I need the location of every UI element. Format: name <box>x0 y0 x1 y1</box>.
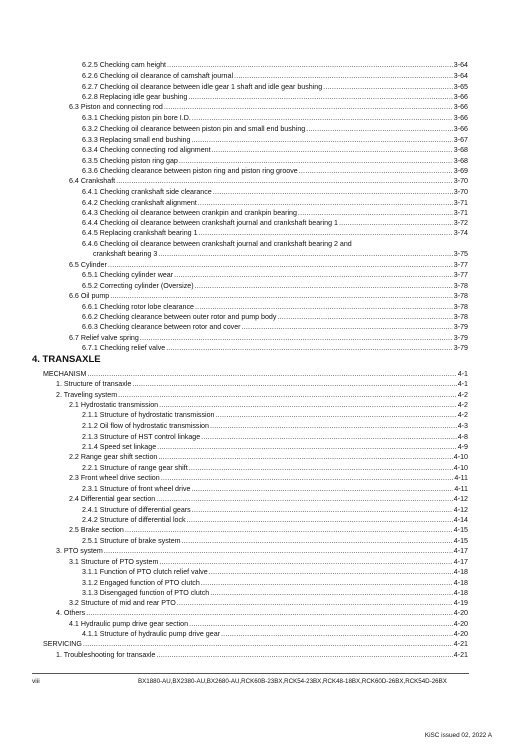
toc-entry[interactable] <box>69 176 468 186</box>
toc-entry-page: 4-15 <box>453 537 468 545</box>
footer-model-list: BX1880-AU,BX2380-AU,BX2680-AU,RCK60B-23BX,RCK54-23BX,RCK48-18BX,RCK60D-26BX,RCK54D-26BX <box>138 678 447 685</box>
toc-entry-page: 4-2 <box>457 411 468 419</box>
toc-entry-page: 4-18 <box>453 589 468 597</box>
toc-entry-title: 3.1 Structure of PTO system <box>69 558 159 566</box>
toc-entry-page: 3-71 <box>453 199 468 207</box>
toc-entry-page: 3-66 <box>453 103 468 111</box>
toc-entry-title: 6.3.4 Checking connecting rod alignment <box>82 146 211 154</box>
toc-entry-title: 6.2.7 Checking oil clearance between idle gear 1 shaft and idle gear bushing <box>82 83 323 91</box>
toc-entry-page: 3-66 <box>453 93 468 101</box>
toc-entry-page: 4-8 <box>457 433 468 441</box>
toc-entry[interactable] <box>82 71 468 81</box>
toc-entry-title: 6.5 Cylinder <box>69 261 107 269</box>
toc-entry-title: 2.2.1 Structure of range gear shift <box>82 464 188 472</box>
toc-entry-page: 4-20 <box>453 620 468 628</box>
toc-entry-title: 6.3.1 Checking piston pin bore I.D. <box>82 114 191 122</box>
toc-entry-title: 6.6.3 Checking clearance between rotor and cover <box>82 323 241 331</box>
toc-entry[interactable] <box>82 187 468 197</box>
toc-entry-page: 4-19 <box>453 599 468 607</box>
toc-entry[interactable] <box>82 432 468 442</box>
toc-entry[interactable] <box>69 473 468 483</box>
toc-entry[interactable] <box>82 484 468 494</box>
toc-entry-page: 4-21 <box>453 640 468 648</box>
toc-entry-page: 4-1 <box>457 380 468 388</box>
toc-entry-title: 6.6.1 Checking rotor lobe clearance <box>82 303 194 311</box>
toc-entry-page: 3-68 <box>453 157 468 165</box>
toc-entry[interactable] <box>82 124 468 134</box>
issue-label: KiSC issued 02, 2022 A <box>424 732 492 739</box>
toc-entry-page: 3-70 <box>453 177 468 185</box>
toc-entry[interactable] <box>82 421 468 431</box>
toc-entry[interactable] <box>69 291 468 301</box>
toc-entry[interactable] <box>56 650 468 660</box>
toc-entry-page: 3-78 <box>453 303 468 311</box>
toc-entry-title: 2.5 Brake section <box>69 526 124 534</box>
toc-entry[interactable] <box>43 639 468 649</box>
toc-entry-page: 4-20 <box>453 630 468 638</box>
toc-entry-page: 3-78 <box>453 282 468 290</box>
toc-entry-title: MECHANISM <box>43 370 87 378</box>
toc-entry-page: 3-65 <box>453 83 468 91</box>
toc-entry-title: 1. Troubleshooting for transaxle <box>56 651 156 659</box>
toc-entry[interactable] <box>82 218 468 228</box>
toc-entry-title: 6.4.3 Checking oil clearance between crankpin and crankpin bearing <box>82 209 297 217</box>
toc-entry[interactable] <box>69 557 468 567</box>
toc-entry-title: SERVICING <box>43 640 82 648</box>
toc-entry-title: 3.2 Structure of mid and rear PTO <box>69 599 176 607</box>
toc-entry-title: 6.4.1 Checking crankshaft side clearance <box>82 188 212 196</box>
toc-entry-title: crankshaft bearing 3 <box>93 250 158 258</box>
toc-entry-page: 4-18 <box>453 579 468 587</box>
footer-rule <box>32 673 469 674</box>
toc-entry-title: 6.5.2 Correcting cylinder (Oversize) <box>82 282 194 290</box>
toc-entry-title: 6.4.5 Replacing crankshaft bearing 1 <box>82 229 198 237</box>
toc-entry-title: 2.4 Differential gear section <box>69 495 156 503</box>
toc-entry[interactable] <box>82 312 468 322</box>
toc-entry[interactable] <box>56 379 468 389</box>
toc-entry-page: 3-72 <box>453 219 468 227</box>
toc-entry-page: 3-79 <box>453 344 468 352</box>
toc-entry[interactable] <box>82 629 468 639</box>
toc-entry[interactable] <box>69 525 468 535</box>
toc-entry[interactable] <box>69 494 468 504</box>
toc-entry-page: 4-12 <box>453 506 468 514</box>
toc-entry-page: 3-71 <box>453 209 468 217</box>
toc-entry[interactable] <box>82 281 468 291</box>
toc-entry-title: 6.4.2 Checking crankshaft alignment <box>82 199 197 207</box>
toc-entry-page: 3-78 <box>453 313 468 321</box>
toc-entry-title: 2.5.1 Structure of brake system <box>82 537 181 545</box>
toc-entry[interactable] <box>82 343 468 353</box>
toc-entry[interactable] <box>82 156 468 166</box>
footer-page-number: viii <box>32 678 40 685</box>
toc-entry[interactable] <box>82 228 468 238</box>
toc-entry-page: 3-77 <box>453 261 468 269</box>
toc-entry-page: 4-21 <box>453 651 468 659</box>
toc-entry[interactable] <box>82 198 468 208</box>
toc-entry-title: 6.7.1 Checking relief valve <box>82 344 166 352</box>
toc-entry-page: 4-1 <box>457 370 468 378</box>
toc-entry-page: 3-75 <box>453 250 468 258</box>
toc-entry[interactable] <box>69 260 468 270</box>
toc-entry-page: 4-9 <box>457 443 468 451</box>
toc-entry-page: 4-3 <box>457 422 468 430</box>
toc-entry-page: 4-15 <box>453 526 468 534</box>
toc-entry-title: 2.2 Range gear shift section <box>69 453 158 461</box>
toc-entry-title: 6.4 Crankshaft <box>69 177 116 185</box>
toc-entry-page: 3-70 <box>453 188 468 196</box>
toc-entry[interactable] <box>82 145 468 155</box>
toc-entry[interactable] <box>82 322 468 332</box>
toc-entry-page: 3-74 <box>453 229 468 237</box>
toc-entry-page: 3-68 <box>453 146 468 154</box>
toc-entry-title: 6.6 Oil pump <box>69 292 110 300</box>
toc-entry-page: 3-77 <box>453 271 468 279</box>
toc-entry[interactable] <box>69 598 468 608</box>
toc-entry-title: 4.1.1 Structure of hydraulic pump drive gear <box>82 630 221 638</box>
toc-entry[interactable] <box>82 113 468 123</box>
toc-entry-title: 6.3.2 Checking oil clearance between piston pin and small end bushing <box>82 125 306 133</box>
toc-entry-title: 6.4.4 Checking oil clearance between crankshaft journal and crankshaft bearing 1 <box>82 219 338 227</box>
toc-entry[interactable] <box>69 452 468 462</box>
toc-entry[interactable] <box>82 588 468 598</box>
toc-entry[interactable] <box>82 536 468 546</box>
toc-entry-title: 2.1.3 Structure of HST control linkage <box>82 433 201 441</box>
toc-entry[interactable] <box>69 333 468 343</box>
toc-entry[interactable] <box>82 208 468 218</box>
toc-entry-page: 3-66 <box>453 114 468 122</box>
toc-entry-title: 6.2.6 Checking oil clearance of camshaft journal <box>82 72 234 80</box>
toc-entry[interactable] <box>82 515 468 525</box>
toc-entry-page: 4-10 <box>453 453 468 461</box>
toc-entry[interactable] <box>82 463 468 473</box>
toc-entry-title: 2.1.2 Oil flow of hydrostatic transmission <box>82 422 209 430</box>
toc-entry-title: 6.3.6 Checking clearance between piston ring and piston ring groove <box>82 167 298 175</box>
toc-entry[interactable] <box>82 60 468 70</box>
toc-entry[interactable] <box>93 249 468 259</box>
toc-entry-page: 3-64 <box>453 61 468 69</box>
toc-entry-page: 4-20 <box>453 609 468 617</box>
toc-entry[interactable] <box>82 92 468 102</box>
toc-entry-title: 6.5.1 Checking cylinder wear <box>82 271 174 279</box>
toc-entry[interactable] <box>69 400 468 410</box>
toc-entry-title: 2.4.1 Structure of differential gears <box>82 506 191 514</box>
toc-entry-title: 1. Structure of transaxle <box>56 380 132 388</box>
toc-entry-page: 4-12 <box>453 495 468 503</box>
toc-entry-title: 2. Traveling system <box>56 391 118 399</box>
toc-entry[interactable] <box>69 619 468 629</box>
toc-entry-title: 6.6.2 Checking clearance between outer rotor and pump body <box>82 313 277 321</box>
toc-entry-page: 4-10 <box>453 464 468 472</box>
toc-entry-page: 4-2 <box>457 401 468 409</box>
toc-entry-page: 4-17 <box>453 547 468 555</box>
toc-entry[interactable] <box>82 302 468 312</box>
toc-entry[interactable] <box>82 567 468 577</box>
toc-entry-title: 3.1.2 Engaged function of PTO clutch <box>82 579 200 587</box>
toc-entry-title: 6.3.3 Replacing small end bushing <box>82 136 191 144</box>
toc-entry-title: 2.4.2 Structure of differential lock <box>82 516 186 524</box>
toc-entry-title: 2.1.1 Structure of hydrostatic transmission <box>82 411 215 419</box>
toc-entry-title: 3. PTO system <box>56 547 103 555</box>
toc-entry-page: 3-79 <box>453 323 468 331</box>
toc-entry[interactable] <box>82 82 468 92</box>
toc-entry-title: 4.1 Hydraulic pump drive gear section <box>69 620 189 628</box>
toc-entry[interactable] <box>56 390 468 400</box>
toc-entry-page: 3-78 <box>453 292 468 300</box>
toc-entry-page: 4-11 <box>454 485 468 493</box>
toc-entry[interactable] <box>82 442 468 452</box>
toc-entry-title: 2.3.1 Structure of front wheel drive <box>82 485 191 493</box>
toc-entry[interactable] <box>82 410 468 420</box>
toc-entry-title: 6.2.8 Replacing idle gear bushing <box>82 93 188 101</box>
section-heading: 4. TRANSAXLE <box>32 354 101 365</box>
toc-entry-title: 3.1.1 Function of PTO clutch relief valve <box>82 568 208 576</box>
toc-entry-page: 3-67 <box>453 136 468 144</box>
toc-entry-title: 6.7 Relief valve spring <box>69 334 139 342</box>
toc-entry-title: 2.1.4 Speed set linkage <box>82 443 157 451</box>
toc-entry-page: 3-79 <box>453 334 468 342</box>
toc-entry-page: 4-2 <box>457 391 468 399</box>
toc-entry-page: 3-64 <box>453 72 468 80</box>
toc-entry-title: 3.1.3 Disengaged function of PTO clutch <box>82 589 210 597</box>
toc-entry[interactable] <box>56 608 468 618</box>
toc-entry-page: 4-17 <box>453 558 468 566</box>
toc-entry-page: 4-11 <box>454 474 468 482</box>
toc-entry-title: 2.3 Front wheel drive section <box>69 474 160 482</box>
toc-entry-title: 6.2.5 Checking cam height <box>82 61 166 69</box>
toc-entry[interactable] <box>82 505 468 515</box>
toc-entry-page: 4-18 <box>453 568 468 576</box>
toc-entry-page: 3-66 <box>453 125 468 133</box>
toc-entry-page: 3-69 <box>453 167 468 175</box>
toc-entry[interactable] <box>56 546 468 556</box>
toc-entry[interactable] <box>82 135 468 145</box>
toc-entry-title: 6.3 Piston and connecting rod <box>69 103 163 111</box>
toc-entry-title: 6.3.5 Checking piston ring gap <box>82 157 178 165</box>
toc-entry[interactable] <box>82 166 468 176</box>
toc-entry-page: 4-14 <box>453 516 468 524</box>
toc-entry-title: 2.1 Hydrostatic transmission <box>69 401 159 409</box>
toc-entry[interactable] <box>69 102 468 112</box>
toc-entry[interactable] <box>82 270 468 280</box>
toc-entry-wrapped-line[interactable]: 6.4.6 Checking oil clearance between crankshaft journal and crankshaft bearing 2 and <box>82 240 352 248</box>
toc-entry[interactable] <box>82 578 468 588</box>
toc-entry[interactable] <box>43 369 468 379</box>
toc-entry-title: 4. Others <box>56 609 86 617</box>
